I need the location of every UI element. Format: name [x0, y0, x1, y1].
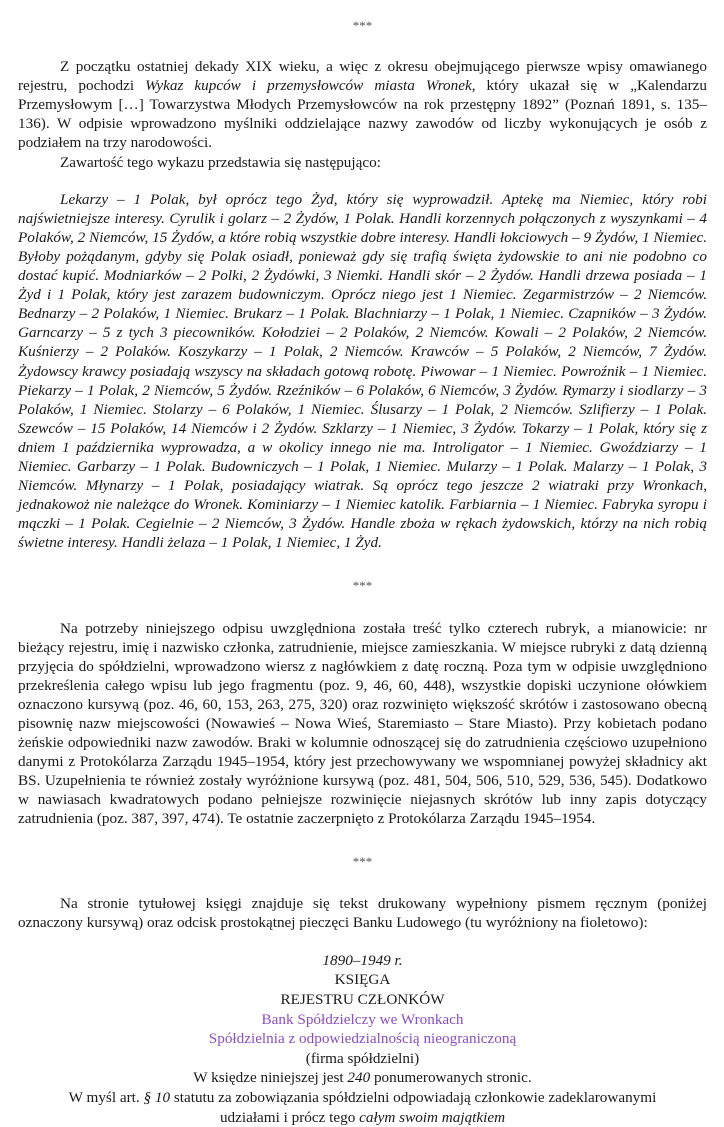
- stamp-bank-name: Bank Spółdzielczy we Wronkach: [261, 1010, 464, 1028]
- section-separator: ***: [352, 18, 373, 33]
- liability-emphasis: całym swoim majątkiem: [359, 1108, 506, 1126]
- pages-line: W księdze niniejszej jest 240 ponumerowanych stronic.: [193, 1069, 532, 1087]
- section-separator: ***: [352, 853, 373, 869]
- title-line-rejestru: REJESTRU CZŁONKÓW: [280, 991, 445, 1009]
- firm-label: (firma spółdzielni): [305, 1049, 420, 1067]
- title-page-transcription: [18, 951, 707, 1127]
- stamp-liability: Spółdzielnia z odpowiedzialnością nieograniczoną: [208, 1030, 517, 1048]
- page-content: [18, 0, 707, 1127]
- statute-line: W myśl art. § 10 statutu za zobowiązania spółdzielni odpowiadają członkowie zadeklarowanymi: [68, 1089, 657, 1106]
- statute-article: § 10: [143, 1089, 171, 1106]
- source-title: Wykaz kupców i przemysłowców miasta Wronek: [145, 77, 472, 95]
- liability-line: udziałami i prócz tego całym swoim majątkiem: [219, 1108, 506, 1126]
- title-years: 1890–1949 r.: [322, 951, 403, 969]
- title-page-paragraph: Na stronie tytułowej księgi znajduje się tekst drukowany wypełniony pismem ręcznym (poniżej oznaczony kursywą) oraz odcisk prostokątnej pieczęci Banku Ludowego (tu wyróżniony na fioletowo):: [18, 894, 707, 931]
- contents-intro: Zawartość tego wykazu przedstawia się następująco:: [60, 153, 381, 171]
- methodology-paragraph: Na potrzeby niniejszego odpisu uwzględniona została treść tylko czterech rubryk, a mianowicie: nr bieżący rejestru, imię i nazwisko członka, zatrudnienie, miejsce zamieszkania. W miejsce rubryki z datą dzienną przyjęcia do spółdzielni, wprowadzono wiersz z nagłówkiem z datę roczną. Poza tym w odpisie uwzględniono przekreślenia całego wpisu lub jego fragmentu (poz. 9, 46, 60, 448), wszystkie dopiski uczynione ołówkiem oznaczono kursywą (poz. 46, 60, 153, 263, 275, 320) oraz rozwinięto większość skrótów i zastosowano obecną pisownię nazw miejscowości (Nowawieś – Nowa Wieś, Staremiasto – Stare Miasto). Przy kobietach podano żeńskie odpowiedniki nazw zawodów. Braki w kolumnie odnoszącej się do zatrudnienia częściowo uzupełniono danymi z Protokólarza Zarządu 1945–1954, który jest przechowywany we wspomnianej powyżej składnicy akt BS. Uzupełnienia te również zostały wyróżnione kursywą (poz. 481, 504, 506, 510, 529, 536, 545). Dodatkowo w nawiasach kwadratowych podano pełniejsze rozwinięcie niejasnych skrótów lub inny zapis dotyczący zatrudnienia (poz. 387, 397, 474). Te ostatnie zaczerpnięto z Protokólarza Zarządu 1945–1954.: [18, 619, 707, 828]
- section-separator: ***: [352, 578, 373, 594]
- intro-paragraph: Z początku ostatniej dekady XIX wieku, a więc z okresu obejmującego pierwsze wpisy omawianego rejestru, pochodzi Wykaz kupców i przemysłowców miasta Wronek, który ukazał się w „Kalendarzu Przemysłowym […] Towarzystwa Młodych Przemysłowców na rok przestępny 1892” (Poznań 1891, s. 135–136). W odpisie wprowadzono myślniki oddzielające nazwy zawodów od liczby wykonujących je osób z podziałem na trzy narodowości.: [18, 58, 708, 152]
- occupations-list: Lekarzy – 1 Polak, był oprócz tego Żyd, który się wyprowadził. Aptekę ma Niemiec, który robi najświetniejsze interesy. Cyrulik i golarz – 2 Żydów, 1 Polak. Handli korzennych połączonych z wyszynkami – 4 Polaków, 2 Niemców, 15 Żydów, a które robią wszystkie dobre interesy. Handli łokciowych – 9 Żydów, 1 Niemiec. Byłoby pożądanym, gdyby się Polak osiadł, ponieważ gdy się trafią święta żydowskie to ani nie podobno co dostać kupić. Modniarków – 2 Polki, 2 Żydówki, 3 Niemki. Handli skór – 2 Żydów. Handli drzewa posiada – 1 Żyd i 1 Polak, który jest zarazem budowniczym. Oprócz niego jest 1 Niemiec. Zegarmistrzów – 2 Niemców. Bednarzy – 2 Polaków, 1 Niemiec. Brukarz – 1 Polak. Blachniarzy – 1 Polak, 1 Niemiec. Czapników – 3 Żydów. Garncarzy – 5 z tych 3 piecowników. Kołodziei – 2 Polaków, 2 Niemców. Kowali – 2 Polaków, 2 Niemców. Kuśnierzy – 2 Polaków. Koszykarzy – 1 Polak, 2 Niemców. Krawców – 5 Polaków, 2 Niemców, 7 Żydów. Żydowscy krawcy posiadają wszyscy na składach gotową robotę. Piwowar – 1 Niemiec. Powroźnik – 1 Niemiec. Piekarzy – 1 Polak, 2 Niemców, 5 Żydów. Rzeźników – 6 Polaków, 6 Niemców, 3 Żydów. Rymarzy i siodlarzy – 3 Polaków, 1 Niemiec. Stolarzy – 6 Polaków, 1 Niemiec. Ślusarzy – 1 Polak, 2 Niemców. Szlifierzy – 1 Polak. Szewców – 15 Polaków, 14 Niemców i 2 Żydów. Szklarzy – 1 Niemiec, 3 Żydów. Tokarzy – 1 Polak, który się z dniem 1 października wyprowadza, a w okolicy innego nie ma. Introligator – 1 Niemiec. Gwoździarzy – 1 Niemiec. Garbarzy – 1 Polak. Budowniczych – 1 Polak, 1 Niemiec. Mularzy – 1 Polak. Malarzy – 1 Polak, 3 Niemców. Młynarzy – 1 Polak, posiadający wiatrak. Są oprócz tego jeszcze 2 wiatraki przy Wronkach, jednakowoż nie należące do Wronek. Kominiarzy – 1 Niemiec katolik. Farbiarnia – 1 Niemiec. Fabryka syropu i mączki – 1 Polak. Cegielnie – 2 Niemców, 3 Żydów. Handle zboża w rękach żydowskich, którzy na nich robią świetne interesy. Handli żelaza – 1 Polak, 1 Niemiec, 1 Żyd.: [18, 190, 707, 552]
- pages-count: 240: [347, 1069, 371, 1087]
- title-line-ksiega: KSIĘGA: [334, 971, 391, 989]
